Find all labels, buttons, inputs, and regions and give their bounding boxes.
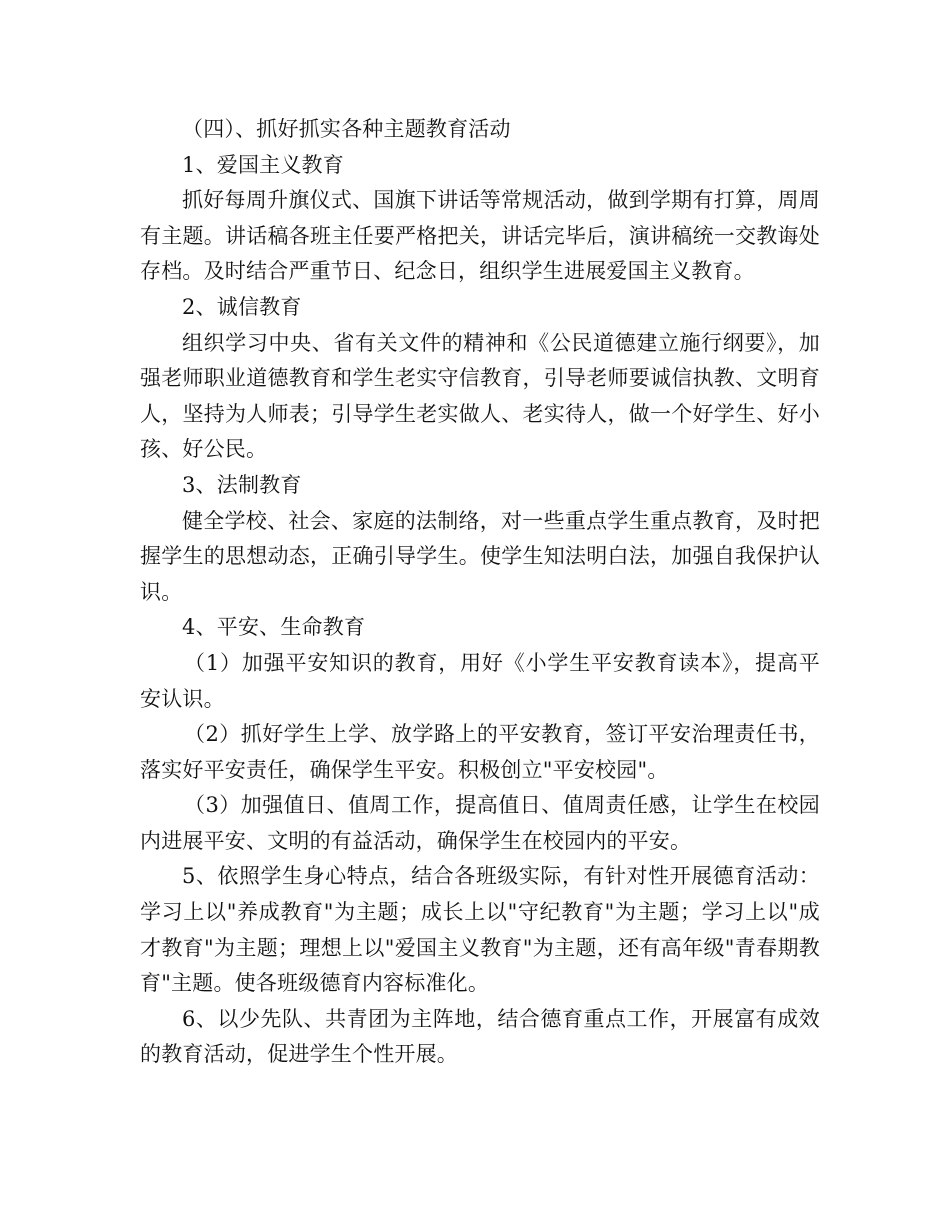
section-2-body: 组织学习中央、省有关文件的精神和《公民道德建立施行纲要》，加强老师职业道德教育和学生老实守信教育，引导老师要诚信执教、文明育人，坚持为人师表；引导学生老实做人、老实待人，做一个好学生、好小孩、好公民。 [140,330,820,462]
section-heading: （四）、抓好抓实各种主题教育活动 [182,117,511,141]
section-2-title: 2、诚信教育 [182,294,302,319]
section-1-body: 抓好每周升旗仪式、国旗下讲话等常规活动，做到学期有打算，周周有主题。讲话稿各班主任要严格把关，讲话完毕后，演讲稿统一交教诲处存档。及时结合严重节日、纪念日，组织学生进展爱国主义教育。 [140,188,820,284]
section-4-item-3: （3）加强值日、值周工作，提高值日、值周责任感，让学生在校园内进展平安、文明的有益活动，确保学生在校园内的平安。 [140,793,820,853]
section-4-item-1: （1）加强平安知识的教育，用好《小学生平安教育读本》，提高平安认识。 [140,650,820,711]
point-5: 5、依照学生身心特点，结合各班级实际，有针对性开展德育活动：学习上以"养成教育"为主题；成长上以"守纪教育"为主题；学习上以"成才教育"为主题；理想上以"爱国主义教育"为主题，还有高年级"青春期教育"主题。使各班级德育内容标准化。 [140,864,820,996]
section-3-body: 健全学校、社会、家庭的法制络，对一些重点学生重点教育，及时把握学生的思想动态，正确引导学生。使学生知法明白法，加强自我保护认识。 [140,508,820,604]
section-1-title: 1、爱国主义教育 [182,152,344,177]
point-6: 6、以少先队、共青团为主阵地，结合德育重点工作，开展富有成效的教育活动，促进学生个性开展。 [140,1006,820,1067]
section-3-title: 3、法制教育 [182,472,302,497]
section-4-item-2: （2）抓好学生上学、放学路上的平安教育，签订平安治理责任书，落实好平安责任，确保学生平安。积极创立"平安校园"。 [140,722,820,782]
document-body [140,112,820,1073]
section-4-title: 4、平安、生命教育 [182,615,366,640]
